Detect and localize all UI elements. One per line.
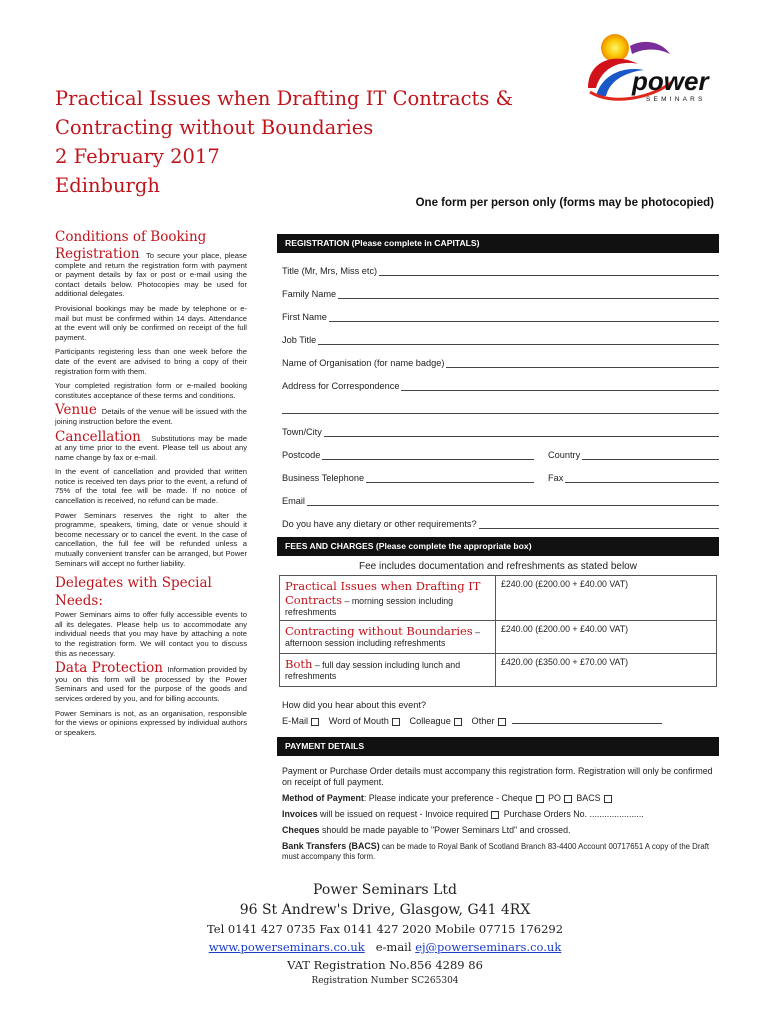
footer-vat: VAT Registration No.856 4289 86 — [287, 958, 483, 972]
payment-intro: Payment or Purchase Order details must accompany this registration form. Registration will only be confirmed on receipt of full payment. — [282, 766, 713, 787]
fee-both-desc: – full day session including lunch and refreshments — [285, 660, 461, 681]
conditions-column — [55, 228, 247, 742]
footer-address: 96 St Andrew's Drive, Glasgow, G41 4RX — [239, 902, 531, 918]
logo-subtitle: SEMINARS — [646, 96, 706, 103]
power-seminars-logo — [582, 26, 722, 110]
first-name-field[interactable] — [277, 299, 719, 322]
fee-both-price: £420.00 (£350.00 + £70.00 VAT) — [496, 654, 717, 687]
option-po-label: PO — [548, 793, 561, 803]
footer-registration-number: Registration Number SC265304 — [311, 976, 459, 986]
cheques-label: Cheques — [282, 825, 320, 835]
checkbox-icon[interactable] — [392, 718, 400, 726]
address-line-2[interactable] — [277, 391, 719, 414]
footer — [0, 880, 770, 988]
other-input-line[interactable] — [512, 723, 662, 724]
fee-row-both[interactable] — [280, 654, 717, 687]
checkbox-icon[interactable] — [536, 795, 544, 803]
hear-about-section — [277, 697, 719, 729]
title-date: 2 February 2017 — [55, 145, 220, 168]
hear-question: How did you hear about this event? — [282, 700, 427, 710]
fee-afternoon-title: Contracting without Boundaries — [285, 624, 473, 638]
option-other-label: Other — [471, 716, 495, 726]
option-email[interactable] — [282, 716, 321, 726]
checkbox-icon[interactable] — [564, 795, 572, 803]
method-text: : Please indicate your preference - Cheque — [363, 793, 533, 803]
option-word-of-mouth[interactable] — [329, 716, 402, 726]
fee-both-title: Both — [285, 657, 313, 671]
invoices-text: will be issued on request - Invoice required — [317, 809, 489, 819]
checkbox-icon[interactable] — [604, 795, 612, 803]
address-label: Address for Correspondence — [282, 381, 400, 391]
option-word-label: Word of Mouth — [328, 716, 389, 726]
method-label: Method of Payment — [282, 793, 364, 803]
checkbox-icon[interactable] — [311, 718, 319, 726]
registration-acceptance: Your completed registration form or e-mailed booking constitutes acceptance of these terms and conditions. — [55, 381, 247, 400]
postcode-field[interactable] — [282, 450, 534, 460]
data-protection-heading: Data Protection — [55, 660, 163, 677]
fee-afternoon-price: £240.00 (£200.00 + £40.00 VAT) — [496, 621, 717, 654]
job-title-field[interactable] — [277, 322, 719, 345]
cheques-text: should be made payable to "Power Seminars Ltd" and crossed. — [319, 825, 571, 835]
country-label: Country — [548, 450, 581, 460]
fees-note: Fee includes documentation and refreshments as stated below — [359, 561, 637, 572]
town-field[interactable] — [277, 414, 719, 437]
dietary-label: Do you have any dietary or other requirements? — [282, 519, 477, 529]
cancellation-heading: Cancellation — [55, 428, 141, 445]
checkbox-icon[interactable] — [491, 811, 499, 819]
special-needs-heading: Delegates with Special Needs: — [55, 575, 212, 610]
title-field[interactable] — [277, 253, 719, 276]
checkbox-icon[interactable] — [454, 718, 462, 726]
dietary-field[interactable] — [277, 506, 719, 529]
registration-bar: REGISTRATION (Please complete in CAPITALS) — [277, 234, 719, 253]
email-label: Email — [282, 496, 305, 506]
country-field[interactable] — [548, 450, 719, 460]
logo-wordmark: power — [632, 66, 709, 96]
organisation-label: Name of Organisation (for name badge) — [282, 358, 445, 368]
payment-section — [277, 766, 719, 862]
checkbox-icon[interactable] — [498, 718, 506, 726]
fax-label: Fax — [548, 473, 564, 483]
venue-text: Details of the venue will be issued with the joining instruction before the event. — [55, 407, 247, 426]
family-name-field[interactable] — [277, 276, 719, 299]
registration-late: Participants registering less than one week before the date of the event are advised to bring a copy of their registration form with them. — [55, 347, 247, 376]
business-telephone-label: Business Telephone — [282, 473, 365, 483]
title-field-label: Title (Mr, Mrs, Miss etc) — [282, 266, 378, 276]
fees-table — [279, 575, 717, 687]
bank-transfer-label: Bank Transfers (BACS) — [282, 841, 380, 851]
website-link[interactable]: www.powerseminars.co.uk — [208, 940, 365, 954]
cancellation-rights: Power Seminars reserves the right to alter the programme, speakers, timing, date or venue should it become necessary or to cancel the event. In the case of cancellation, the full fee will be refunded unless a mutually convenient transfer can be arranged, but Power Seminars will accept no further liability. — [55, 510, 247, 568]
business-telephone-field[interactable] — [282, 473, 534, 483]
postcode-label: Postcode — [282, 450, 321, 460]
venue-heading: Venue — [55, 402, 97, 419]
cancellation-refund: In the event of cancellation and provided that written notice is received ten days prior to the event, a refund of 75% of the total fee will be made. If no notice of cancellation is received, no refund can be made. — [55, 467, 247, 506]
address-field[interactable] — [277, 368, 719, 391]
organisation-field[interactable] — [277, 345, 719, 368]
data-protection-disclaimer: Power Seminars is not, as an organisation, responsible for the views or opinions expressed by individual authors or speakers. — [55, 708, 247, 737]
invoices-label: Invoices — [282, 809, 318, 819]
family-name-label: Family Name — [282, 289, 337, 299]
fax-field[interactable] — [548, 473, 719, 483]
registration-text: To secure your place, please complete and return the registration form with payment or payment details by fax or post or e-mail using the contact details below. Photocopies may be used for additional delegates. — [55, 251, 247, 299]
fee-morning-desc: – morning session including refreshments — [285, 596, 454, 617]
fee-afternoon-desc: – afternoon session including refreshments — [285, 627, 481, 648]
registration-heading: Registration — [55, 246, 140, 262]
title-line-2: Contracting without Boundaries — [55, 116, 374, 139]
email-prefix: e-mail — [375, 940, 412, 954]
registration-provisional: Provisional bookings may be made by telephone or e-mail but must be confirmed within 14 days. Attendance at the event will only be confirmed on receipt of the full payment. — [55, 303, 247, 342]
form-column — [277, 234, 719, 867]
title-location: Edinburgh — [55, 174, 160, 197]
option-colleague[interactable] — [409, 716, 463, 726]
option-bacs-label: BACS — [576, 793, 601, 803]
fees-bar: FEES AND CHARGES (Please complete the appropriate box) — [277, 537, 719, 556]
event-title — [55, 84, 535, 200]
first-name-label: First Name — [282, 312, 327, 322]
form-note: One form per person only (forms may be photocopied) — [415, 197, 714, 209]
data-protection-text: Information provided by you on this form will be processed by the Power Seminars and used for the purpose of the goods and services ordered by you, and for billing accounts. — [55, 665, 248, 703]
email-link[interactable]: ej@powerseminars.co.uk — [415, 940, 562, 954]
job-title-label: Job Title — [282, 335, 317, 345]
fee-morning-title: Practical Issues when Drafting IT Contracts — [285, 579, 481, 607]
town-label: Town/City — [282, 427, 322, 437]
email-field[interactable] — [277, 483, 719, 506]
special-needs-text: Power Seminars aims to offer fully accessible events to all its delegates. Please help us to accommodate any individual needs that you may have by attaching a note to the registration form. We will contact you to discuss this as necessary. — [55, 610, 247, 658]
footer-company: Power Seminars Ltd — [313, 882, 457, 898]
cancellation-text: Substitutions may be made at any time prior to the event. Please tell us about any name change by fax or e-mail. — [55, 433, 247, 462]
fee-row-afternoon[interactable] — [280, 621, 717, 654]
bank-transfer-text: can be made to Royal Bank of Scotland Branch 83-4400 Account 00717651 A copy of the Draft must accompany this form. — [282, 842, 710, 861]
fee-row-morning[interactable] — [280, 576, 717, 621]
payment-bar: PAYMENT DETAILS — [277, 737, 719, 756]
title-line-1: Practical Issues when Drafting IT Contracts & — [55, 87, 513, 110]
option-email-label: E-Mail — [282, 716, 309, 726]
conditions-heading: Conditions of Booking — [55, 229, 207, 245]
option-other[interactable] — [472, 716, 662, 726]
purchase-order-text: Purchase Orders No. ...................... — [503, 809, 644, 819]
fee-morning-price: £240.00 (£200.00 + £40.00 VAT) — [496, 576, 717, 621]
footer-phone: Tel 0141 427 0735 Fax 0141 427 2020 Mobile 07715 176292 — [206, 922, 564, 936]
option-colleague-label: Colleague — [409, 716, 451, 726]
